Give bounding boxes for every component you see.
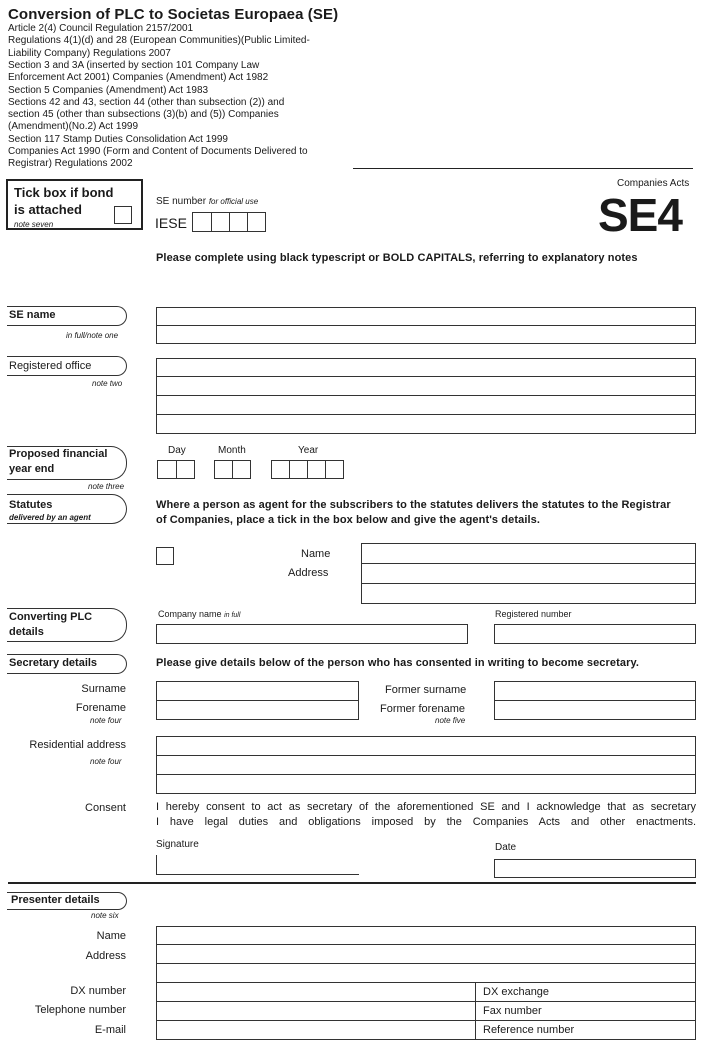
presenter-address-input-2[interactable]: [156, 963, 696, 983]
bond-note: note seven: [14, 220, 54, 229]
instruction-text: Please complete using black typescript or BOLD CAPITALS, referring to explanatory notes: [156, 252, 638, 264]
telephone-label: Telephone number: [34, 1004, 126, 1016]
former-surname-label: Former surname: [385, 684, 467, 696]
year-input[interactable]: [271, 460, 344, 479]
statutes-label: Statutes: [9, 499, 53, 511]
registered-office-label: Registered office: [9, 360, 92, 372]
residential-input-2[interactable]: [156, 755, 696, 775]
legislation-line: section 45 (other than subsections (3)(b) and (5)) Companies: [8, 109, 279, 121]
presenter-name-label: Name: [96, 930, 126, 942]
financial-year-label-2: year end: [9, 463, 55, 475]
company-name-input[interactable]: [156, 624, 468, 644]
dx-number-input[interactable]: [156, 982, 476, 1002]
consent-text-1: I hereby consent to act as secretary of the aforementioned SE and I acknowledge that as secretary: [156, 801, 696, 813]
se-number-label: SE number for official use: [156, 196, 259, 207]
date-input[interactable]: [494, 859, 696, 878]
day-label: Day: [168, 445, 186, 456]
legislation-line: Section 117 Stamp Duties Consolidation Act 1999: [8, 133, 228, 145]
year-label: Year: [298, 445, 319, 456]
consent-text-2: I have legal duties and obligations imposed by the Companies Acts and other enactments.: [156, 816, 696, 828]
financial-year-label-1: Proposed financial: [9, 448, 108, 460]
se-name-input-1[interactable]: [156, 307, 696, 326]
registered-number-label: Registered number: [495, 609, 572, 619]
email-input[interactable]: [156, 1020, 476, 1040]
bond-label-line1: Tick box if bond: [14, 185, 114, 200]
presenter-divider: [8, 882, 696, 884]
agent-name-label: Name: [301, 548, 331, 560]
signature-box-left: [156, 855, 157, 875]
email-label: E-mail: [94, 1024, 126, 1036]
telephone-input[interactable]: [156, 1001, 476, 1021]
statutes-text-1: Where a person as agent for the subscribers to the statutes delivers the statutes to the Registrar: [156, 499, 671, 511]
former-forename-label: Former forename: [380, 703, 465, 715]
company-name-label: Company name in full: [158, 609, 241, 619]
bond-panel: [6, 179, 143, 230]
former-forename-note: note five: [435, 716, 466, 725]
statutes-sublabel: delivered by an agent: [9, 513, 91, 522]
residential-label: Residential address: [29, 739, 126, 751]
form-code: SE4: [598, 189, 682, 241]
se-name-note: in full/note one: [66, 331, 119, 340]
legislation-line: Section 3 and 3A (inserted by section 101 Company Law: [8, 59, 260, 71]
office-input-4[interactable]: [156, 414, 696, 434]
date-label: Date: [495, 842, 517, 853]
se-name-input-2[interactable]: [156, 325, 696, 344]
financial-year-note: note three: [88, 482, 125, 491]
residential-input-3[interactable]: [156, 774, 696, 794]
legislation-line: Sections 42 and 43, section 44 (other than subsection (2)) and: [8, 96, 285, 108]
former-surname-input[interactable]: [494, 681, 696, 701]
agent-address-input-1[interactable]: [361, 563, 696, 584]
bond-label-line2: is attached: [14, 202, 82, 217]
legislation-line: (Amendment)(No.2) Act 1999: [8, 121, 139, 133]
agent-address-input-2[interactable]: [361, 583, 696, 604]
secretary-label: Secretary details: [9, 657, 98, 669]
office-input-2[interactable]: [156, 376, 696, 396]
registered-number-input[interactable]: [494, 624, 696, 644]
forename-note: note four: [90, 716, 122, 725]
signature-label: Signature: [156, 839, 199, 850]
legislation-line: Companies Act 1990 (Form and Content of Documents Delivered to: [8, 146, 308, 157]
residential-note: note four: [90, 757, 122, 766]
forename-label: Forename: [75, 702, 126, 714]
office-input-3[interactable]: [156, 395, 696, 415]
converting-label-1: Converting PLC: [9, 611, 93, 623]
legislation-line: Enforcement Act 2001) Companies (Amendment) Act 1982: [8, 72, 269, 84]
consent-label: Consent: [85, 802, 126, 814]
statutes-text-2: of Companies, place a tick in the box below and give the agent's details.: [156, 514, 541, 526]
legislation-line: Section 5 Companies (Amendment) Act 1983: [8, 84, 209, 96]
agent-address-label: Address: [288, 567, 329, 579]
dx-exchange-label: DX exchange: [483, 986, 550, 998]
agent-name-input[interactable]: [361, 543, 696, 564]
day-input[interactable]: [157, 460, 195, 479]
presenter-note: note six: [91, 911, 119, 920]
month-input[interactable]: [214, 460, 251, 479]
legislation-line: Liability Company) Regulations 2007: [8, 47, 171, 59]
legislation-line: Article 2(4) Council Regulation 2157/2001: [8, 23, 194, 34]
registered-office-note: note two: [92, 379, 123, 388]
se-name-label: SE name: [9, 309, 56, 321]
surname-label: Surname: [81, 683, 126, 695]
legislation-line: Registrar) Regulations 2002: [8, 158, 133, 170]
former-forename-input[interactable]: [494, 700, 696, 720]
se-number-input[interactable]: [192, 212, 266, 232]
iese-prefix: IESE: [155, 215, 187, 231]
fax-label: Fax number: [483, 1005, 542, 1017]
header-divider: [353, 168, 693, 169]
agent-checkbox[interactable]: [156, 547, 174, 565]
reference-label: Reference number: [483, 1024, 575, 1036]
form-title: Conversion of PLC to Societas Europaea (SE): [8, 6, 339, 23]
dx-number-label: DX number: [70, 985, 126, 997]
office-input-1[interactable]: [156, 358, 696, 377]
presenter-name-input[interactable]: [156, 926, 696, 945]
legislation-line: Regulations 4(1)(d) and 28 (European Communities)(Public Limited-: [8, 35, 310, 47]
converting-label-2: details: [9, 626, 44, 638]
companies-acts-label: Companies Acts: [617, 178, 690, 189]
signature-line[interactable]: [156, 874, 359, 875]
presenter-label: Presenter details: [11, 894, 100, 906]
presenter-address-label: Address: [85, 950, 126, 962]
presenter-address-input-1[interactable]: [156, 944, 696, 964]
month-label: Month: [218, 445, 246, 456]
bond-checkbox[interactable]: [114, 206, 132, 224]
secretary-instruction: Please give details below of the person who has consented in writing to become secretary.: [156, 657, 640, 669]
surname-input[interactable]: [156, 681, 359, 701]
forename-input[interactable]: [156, 700, 359, 720]
residential-input-1[interactable]: [156, 736, 696, 756]
